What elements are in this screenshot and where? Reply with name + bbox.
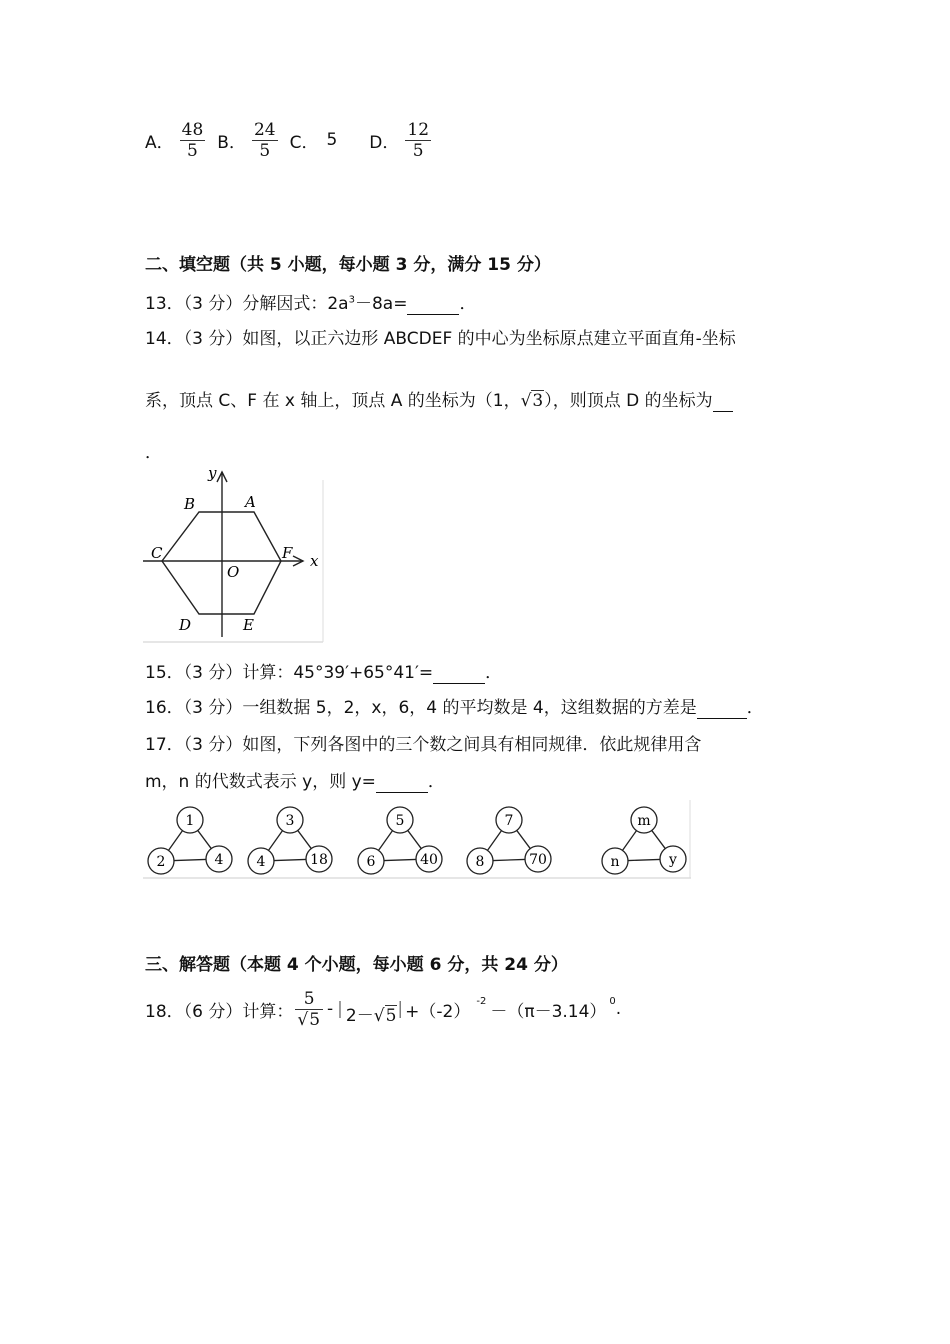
triangle-node-top-value: 1 (185, 813, 195, 829)
choice-d-label: D． (369, 132, 400, 153)
q14-answer-blank (713, 391, 733, 412)
triangle-node-right-value: y (669, 852, 677, 868)
question-16 (145, 693, 764, 719)
number-triangles-figure (143, 800, 693, 880)
choice-b-numerator: 24 (253, 119, 276, 140)
q14-line-2 (145, 386, 733, 412)
label-e: E (243, 616, 254, 634)
triangle-edge (628, 859, 660, 860)
q18-prefix: 18．（6 分）计算： (145, 1001, 294, 1022)
choice-a-fraction (180, 120, 206, 161)
choice-a-numerator: 48 (181, 119, 204, 140)
q17-line-1: 17．（3 分）如图，下列各图中的三个数之间具有相同规律．依此规律用含 (145, 735, 702, 755)
q17-end: ． (427, 772, 445, 792)
triangle-edge (298, 830, 311, 848)
q18-fraction-numerator: 5 (295, 989, 323, 1010)
triangle-edge (169, 831, 183, 851)
triangle-node-top-value: 5 (395, 813, 405, 829)
question-18 (145, 986, 621, 1032)
q14-line-2-pre: 系，顶点 C、F 在 x 轴上，顶点 A 的坐标为（1， (145, 391, 521, 411)
number-triangle-4 (467, 807, 551, 874)
label-d: D (179, 616, 192, 634)
choice-c-label: C． (289, 132, 319, 153)
number-triangle-1 (148, 807, 232, 874)
q18-plus: +（-2） (405, 1001, 471, 1022)
q14-line-1: 14．（3 分）如图，以正六边形 ABCDEF 的中心为坐标原点建立平面直角-坐标 (145, 329, 736, 349)
choice-d-numerator: 12 (407, 119, 430, 140)
choices-row (145, 118, 431, 162)
q17-line-2-text: m，n 的代数式表示 y，则 y= (145, 772, 376, 792)
q18-fraction-denominator: √5 (297, 1009, 321, 1030)
q17-line-2 (145, 767, 445, 793)
triangle-node-top-value: 7 (504, 813, 514, 829)
triangle-node-right-value: 70 (529, 852, 547, 868)
q18-abs-close: | (397, 999, 404, 1019)
triangle-edge (198, 830, 211, 848)
choice-a-denominator: 5 (187, 140, 198, 161)
q14-line-2-post: ），则顶点 D 的坐标为 (544, 391, 713, 411)
triangle-node-left-value: 8 (475, 854, 485, 870)
choice-d-denominator: 5 (412, 140, 424, 161)
q13-exponent: 3 (348, 294, 355, 306)
q18-abs-open: | (337, 999, 343, 1019)
triangle-edge (384, 859, 416, 860)
q16-end: ． (746, 698, 764, 718)
label-c: C (151, 544, 163, 562)
q16-answer-blank (697, 698, 747, 719)
question-13 (145, 289, 476, 315)
choice-c-value: 5 (326, 130, 338, 150)
q14-sqrt: √3 (520, 391, 544, 411)
q18-fraction (295, 989, 323, 1030)
section-3-heading: 三、解答题（本题 4 个小题，每小题 6 分，共 24 分） (145, 955, 568, 975)
triangle-edge (493, 859, 525, 860)
q18-abs-sqrt: √5 (373, 1006, 397, 1026)
triangle-edge (408, 830, 421, 848)
choice-d-fraction (405, 120, 431, 161)
q14-line-3: ． (145, 443, 162, 463)
q18-exponent-1: -2 (476, 996, 487, 1007)
q13-suffix: －8a= (354, 294, 408, 314)
q18-abs-inner: 2－√5 (345, 1006, 397, 1026)
triangle-group (148, 807, 686, 874)
q15-end: ． (485, 663, 503, 683)
triangle-edge (488, 831, 502, 851)
q15-text: 15．（3 分）计算：45°39′+65°41′= (145, 663, 434, 683)
triangle-node-right-value: 4 (214, 852, 224, 868)
q15-answer-blank (433, 663, 485, 684)
triangle-edge (274, 859, 306, 860)
hexagon-figure (143, 462, 325, 644)
triangle-edge (269, 831, 283, 851)
triangle-node-top-value: 3 (285, 813, 295, 829)
q13-end: ． (459, 294, 477, 314)
choice-b-label: B． (217, 132, 246, 153)
label-b: B (184, 495, 196, 513)
triangle-node-left-value: 2 (156, 854, 166, 870)
q13-answer-blank (407, 294, 459, 315)
number-triangle-5 (602, 807, 686, 874)
choice-a-label: A． (145, 132, 174, 153)
triangle-node-top-value: m (637, 813, 651, 829)
triangle-edge (623, 831, 637, 851)
q18-end: . (615, 999, 622, 1019)
question-15 (145, 658, 502, 684)
triangle-edge (174, 859, 206, 860)
q18-exponent-2: 0 (609, 996, 616, 1007)
triangle-node-left-value: 4 (256, 854, 266, 870)
q17-answer-blank (376, 772, 428, 793)
q13-prefix: 13．（3 分）分解因式：2a (145, 294, 349, 314)
triangle-node-left-value: 6 (366, 854, 376, 870)
triangle-node-left-value: n (610, 854, 620, 870)
choice-b-fraction (252, 120, 278, 161)
label-x: x (310, 552, 319, 570)
number-triangle-3 (358, 807, 442, 874)
section-2-heading: 二、填空题（共 5 小题，每小题 3 分，满分 15 分） (145, 255, 551, 275)
triangle-edge (517, 830, 530, 848)
choice-b-denominator: 5 (259, 140, 271, 161)
q18-mid: －（π－3.14） (490, 1001, 607, 1022)
label-f: F (282, 544, 293, 562)
triangle-edge (379, 831, 393, 851)
triangle-node-right-value: 18 (310, 852, 328, 868)
label-a: A (245, 493, 256, 511)
number-triangle-2 (248, 807, 332, 874)
q16-text: 16．（3 分）一组数据 5，2，x，6，4 的平均数是 4，这组数据的方差是 (145, 698, 697, 718)
triangle-edge (652, 830, 665, 848)
label-o: O (227, 563, 240, 581)
triangle-node-right-value: 40 (420, 852, 438, 868)
label-y: y (208, 464, 217, 482)
q18-minus: - (327, 999, 334, 1019)
